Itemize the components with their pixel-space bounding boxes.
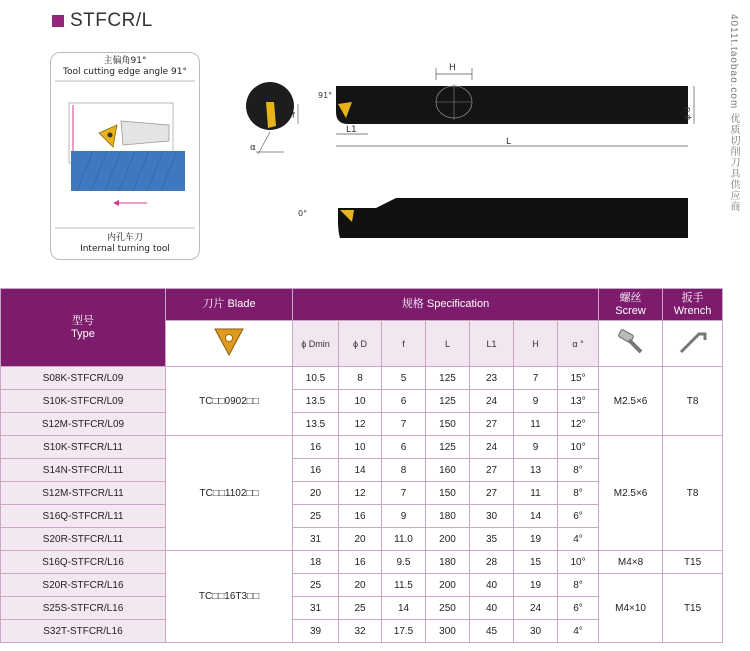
col-screw-en: Screw <box>615 304 646 317</box>
value-cell: 28 <box>470 551 514 574</box>
value-cell: 31 <box>293 597 339 620</box>
value-cell: 4° <box>558 528 599 551</box>
side-watermark <box>722 0 750 651</box>
tool-drawing <box>236 62 716 272</box>
value-cell: 24 <box>514 597 558 620</box>
value-cell: 11.5 <box>382 574 426 597</box>
value-cell: 9 <box>514 390 558 413</box>
screw-cell: M4×8 <box>599 551 663 574</box>
value-cell: 12 <box>339 482 382 505</box>
value-cell: 14 <box>339 459 382 482</box>
turning-illustration <box>51 53 199 259</box>
type-cell: S32T-STFCR/L16 <box>1 620 166 643</box>
value-cell: 9.5 <box>382 551 426 574</box>
blade-insert-icon <box>166 321 293 367</box>
value-cell: 8° <box>558 482 599 505</box>
value-cell: 10 <box>339 436 382 459</box>
value-cell: 8° <box>558 459 599 482</box>
type-cell: S16Q-STFCR/L16 <box>1 551 166 574</box>
side-view-top <box>318 63 694 147</box>
value-cell: 10 <box>339 390 382 413</box>
blade-cell: TC□□0902□□ <box>166 367 293 436</box>
diagram-caption-cn: 主偏角91° <box>103 56 147 66</box>
value-cell: 4° <box>558 620 599 643</box>
value-cell: 8 <box>382 459 426 482</box>
col-blade-header: 刀片 Blade <box>166 289 293 321</box>
col-type-en: Type <box>71 327 95 340</box>
value-cell: 7 <box>382 413 426 436</box>
value-cell: 31 <box>293 528 339 551</box>
value-cell: 14 <box>382 597 426 620</box>
cutting-angle-diagram <box>50 52 200 260</box>
value-cell: 12 <box>339 413 382 436</box>
title-marker <box>52 15 64 27</box>
value-cell: 6 <box>382 390 426 413</box>
product-title <box>52 10 153 32</box>
value-cell: 20 <box>339 574 382 597</box>
value-cell: 16 <box>339 505 382 528</box>
value-cell: 18 <box>293 551 339 574</box>
diagram-bottom-cn: 内孔车刀 <box>106 233 143 243</box>
front-view <box>246 82 298 154</box>
type-cell: S25S-STFCR/L16 <box>1 597 166 620</box>
type-cell: S14N-STFCR/L11 <box>1 459 166 482</box>
type-cell: S20R-STFCR/L16 <box>1 574 166 597</box>
value-cell: 8 <box>339 367 382 390</box>
value-cell: 17.5 <box>382 620 426 643</box>
value-cell: 45 <box>470 620 514 643</box>
value-cell: 250 <box>426 597 470 620</box>
value-cell: 180 <box>426 505 470 528</box>
sub-l1: L1 <box>470 321 514 367</box>
f-label: f <box>292 111 295 120</box>
value-cell: 13° <box>558 390 599 413</box>
h-label: H <box>449 63 456 73</box>
value-cell: 15° <box>558 367 599 390</box>
value-cell: 13.5 <box>293 413 339 436</box>
angle91-label: 91° <box>318 91 333 100</box>
value-cell: 6° <box>558 505 599 528</box>
value-cell: 40 <box>470 574 514 597</box>
value-cell: 16 <box>339 551 382 574</box>
l-label: L <box>506 137 512 147</box>
l1-label: L1 <box>346 125 357 135</box>
blade-cell: TC□□1102□□ <box>166 436 293 551</box>
type-cell: S20R-STFCR/L11 <box>1 528 166 551</box>
value-cell: 7 <box>514 367 558 390</box>
value-cell: 27 <box>470 482 514 505</box>
type-cell: S10K-STFCR/L11 <box>1 436 166 459</box>
value-cell: 180 <box>426 551 470 574</box>
value-cell: 125 <box>426 390 470 413</box>
sub-alpha: α ° <box>558 321 599 367</box>
col-screw-header <box>599 289 663 321</box>
value-cell: 14 <box>514 505 558 528</box>
wrench-cell: T8 <box>663 436 723 551</box>
value-cell: 19 <box>514 528 558 551</box>
value-cell: 300 <box>426 620 470 643</box>
value-cell: 20 <box>293 482 339 505</box>
wrench-cell: T15 <box>663 551 723 574</box>
value-cell: 25 <box>293 505 339 528</box>
zero-angle-label: 0° <box>298 209 308 218</box>
value-cell: 25 <box>339 597 382 620</box>
blade-cell: TC□□16T3□□ <box>166 551 293 643</box>
value-cell: 200 <box>426 528 470 551</box>
value-cell: 16 <box>293 459 339 482</box>
value-cell: 13 <box>514 459 558 482</box>
wrench-cell: T8 <box>663 367 723 436</box>
product-title-text: STFCR/L <box>70 10 153 31</box>
value-cell: 200 <box>426 574 470 597</box>
type-cell: S12M-STFCR/L11 <box>1 482 166 505</box>
value-cell: 125 <box>426 436 470 459</box>
value-cell: 6 <box>382 436 426 459</box>
sub-d: ϕ D <box>339 321 382 367</box>
value-cell: 35 <box>470 528 514 551</box>
value-cell: 6° <box>558 597 599 620</box>
value-cell: 13.5 <box>293 390 339 413</box>
value-cell: 27 <box>470 413 514 436</box>
diagram-caption-en: Tool cutting edge angle 91° <box>63 67 187 77</box>
spec-table <box>0 288 723 643</box>
sub-l: L <box>426 321 470 367</box>
screw-cell: M4×10 <box>599 574 663 643</box>
value-cell: 125 <box>426 367 470 390</box>
col-wrench-header <box>663 289 723 321</box>
value-cell: 19 <box>514 574 558 597</box>
value-cell: 12° <box>558 413 599 436</box>
value-cell: 9 <box>514 436 558 459</box>
type-cell: S08K-STFCR/L09 <box>1 367 166 390</box>
value-cell: 10.5 <box>293 367 339 390</box>
value-cell: 15 <box>514 551 558 574</box>
col-spec-header: 规格 Specification <box>293 289 599 321</box>
wrench-cell: T15 <box>663 574 723 643</box>
value-cell: 160 <box>426 459 470 482</box>
sub-f: f <box>382 321 426 367</box>
screw-cell: M2.5×6 <box>599 436 663 551</box>
col-wrench-en: Wrench <box>673 304 712 317</box>
value-cell: 8° <box>558 574 599 597</box>
side-watermark-text: 4011t.taobao.com 优质切削刀具供应商 <box>728 14 739 213</box>
screw-cell: M2.5×6 <box>599 367 663 436</box>
value-cell: 32 <box>339 620 382 643</box>
type-cell: S16Q-STFCR/L11 <box>1 505 166 528</box>
value-cell: 40 <box>470 597 514 620</box>
value-cell: 24 <box>470 436 514 459</box>
product-header-area <box>0 0 722 286</box>
sub-h: H <box>514 321 558 367</box>
value-cell: 10° <box>558 436 599 459</box>
col-type-header <box>1 289 166 367</box>
value-cell: 39 <box>293 620 339 643</box>
value-cell: 11 <box>514 413 558 436</box>
side-view-bottom <box>298 198 688 238</box>
type-cell: S10K-STFCR/L09 <box>1 390 166 413</box>
value-cell: 5 <box>382 367 426 390</box>
wrench-icon <box>663 321 723 367</box>
value-cell: 7 <box>382 482 426 505</box>
value-cell: 11.0 <box>382 528 426 551</box>
col-wrench-cn: 扳手 <box>681 291 704 304</box>
col-screw-cn: 螺丝 <box>619 291 642 304</box>
value-cell: 30 <box>514 620 558 643</box>
screw-icon <box>599 321 663 367</box>
col-type-cn: 型号 <box>72 314 94 327</box>
alpha-label: α <box>250 143 256 153</box>
value-cell: 27 <box>470 459 514 482</box>
value-cell: 24 <box>470 390 514 413</box>
value-cell: 16 <box>293 436 339 459</box>
value-cell: 30 <box>470 505 514 528</box>
value-cell: 150 <box>426 413 470 436</box>
value-cell: 11 <box>514 482 558 505</box>
diagram-bottom-en: Internal turning tool <box>80 244 170 254</box>
phid-label: ϕ d <box>683 107 692 120</box>
sub-dmin: ϕ Dmin <box>293 321 339 367</box>
value-cell: 23 <box>470 367 514 390</box>
value-cell: 9 <box>382 505 426 528</box>
type-cell: S12M-STFCR/L09 <box>1 413 166 436</box>
value-cell: 25 <box>293 574 339 597</box>
value-cell: 20 <box>339 528 382 551</box>
value-cell: 150 <box>426 482 470 505</box>
value-cell: 10° <box>558 551 599 574</box>
